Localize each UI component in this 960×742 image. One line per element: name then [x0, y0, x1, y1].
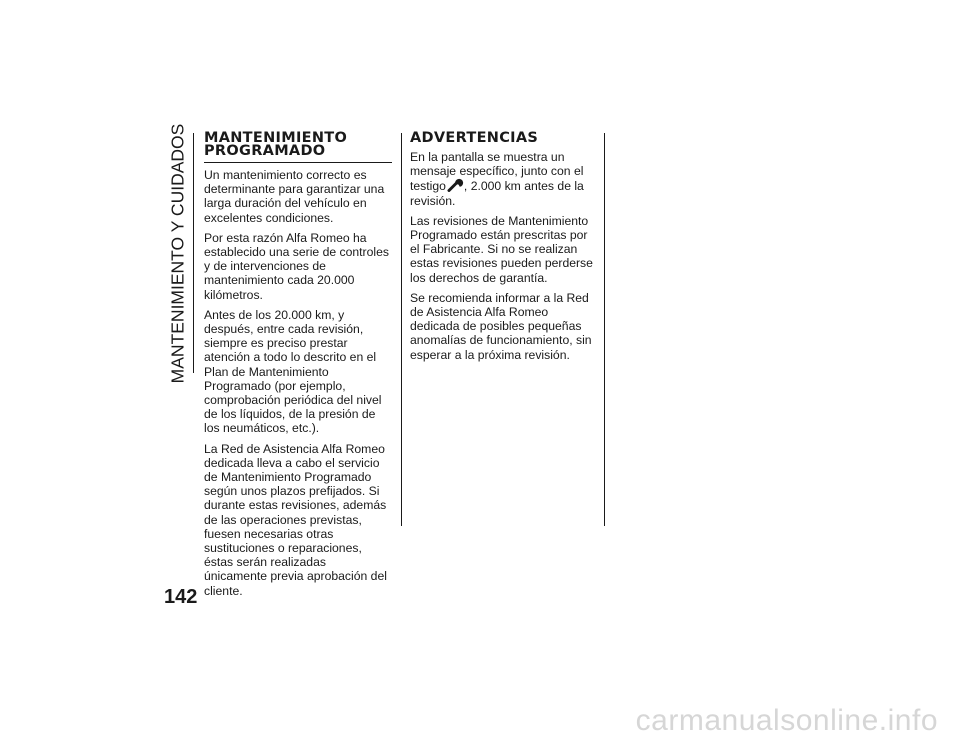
right-column: [410, 130, 596, 368]
paragraph: Las revisiones de Mantenimiento Programado están prescritas por el Fabricante. Si no se realizan estas revisiones pueden perderse los derechos de garantía.: [410, 213, 593, 285]
column-divider: [604, 133, 605, 526]
paragraph: Se recomienda informar a la Red de Asistencia Alfa Romeo dedicada de posibles pequeñas anomalías de funcionamiento, sin esperar a la próxima revisión.: [410, 290, 592, 362]
heading-mantenimiento-programado: [204, 132, 392, 158]
paragraph: Un mantenimiento correcto es determinante para garantizar una larga duración del vehículo en excelentes condiciones.: [204, 168, 385, 225]
paragraph: La Red de Asistencia Alfa Romeo dedicada lleva a cabo el servicio de Mantenimiento Programado según unos plazos prefijados. Si durante estas revisiones, además de las operaciones previstas, fuesen necesarias otras sustituciones o reparaciones, éstas serán realizadas únicamente previa aprobación del cliente.: [204, 441, 387, 598]
heading-line-1: MANTENIMIENTO: [204, 130, 348, 146]
heading-line-2: PROGRAMADO: [204, 143, 326, 159]
paragraph-text: En la pantalla se muestra un mensaje específico, junto con el testigo: [410, 150, 584, 194]
heading-advertencias: ADVERTENCIAS: [410, 130, 539, 146]
left-column: [204, 130, 392, 604]
watermark: carmanualsonline.info: [635, 704, 938, 737]
section-title-rule: [193, 133, 194, 373]
paragraph: Antes de los 20.000 km, y después, entre cada revisión, siempre es preciso prestar atención a todo lo descrito en el Plan de Mantenimiento Programado (por ejemplo, comprobación periódica del nivel de los líquidos, de la presión de los neumáticos, etc.).: [204, 307, 382, 436]
heading-rule: [204, 162, 392, 163]
paragraph-text: , 2.000 km antes de la revisión.: [410, 179, 584, 208]
wrench-icon: [446, 178, 464, 192]
section-title-text: MANTENIMIENTO Y CUIDADOS: [167, 123, 188, 383]
section-title: [164, 123, 192, 383]
paragraph-warning-light: [410, 150, 596, 208]
paragraph: Por esta razón Alfa Romeo ha establecido una serie de controles y de intervenciones de mantenimiento cada 20.000 kilómetros.: [204, 230, 389, 302]
column-divider: [401, 133, 402, 526]
page-number: 142: [164, 586, 198, 608]
